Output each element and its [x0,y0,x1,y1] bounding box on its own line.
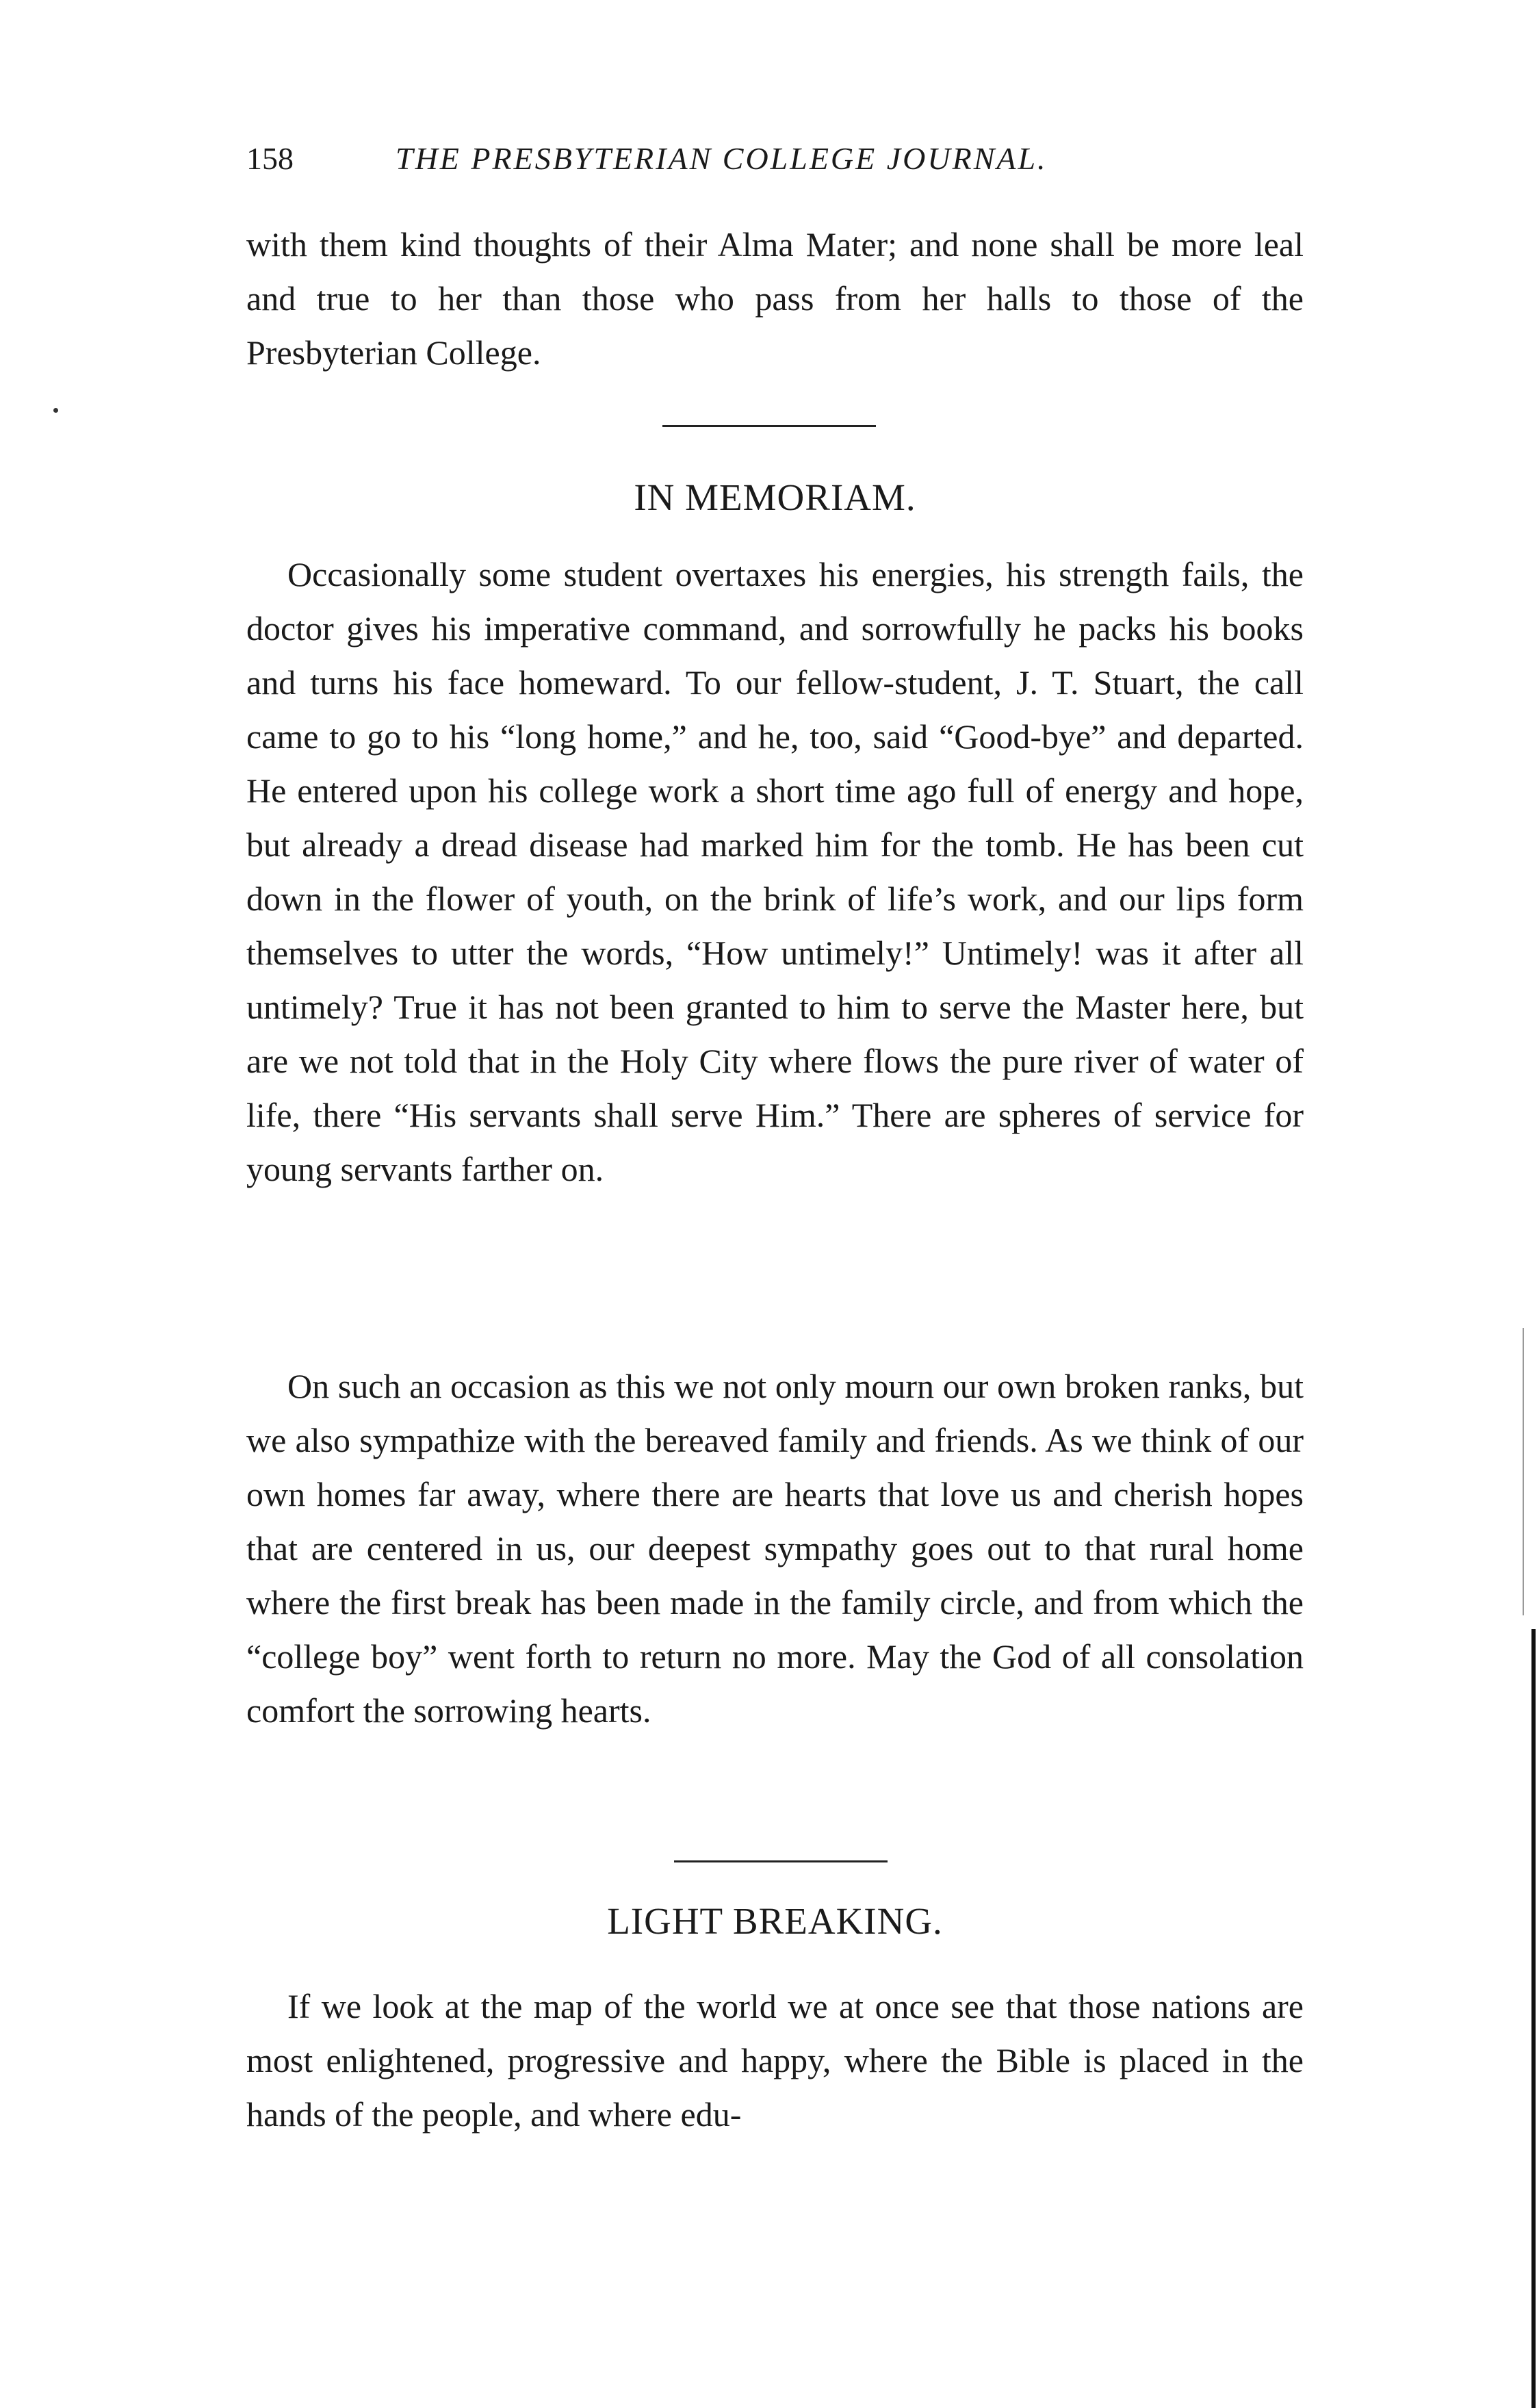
page-edge-line [1523,1328,1524,1615]
light-breaking-paragraph: If we look at the map of the world we at once see that those nations are most enlightened, progressive and happy, where the Bible is placed in the hands of the people, and where edu- [246,1987,1304,2134]
memoriam-paragraph: On such an occasion as this we not only mourn our own broken ranks, but we also sympathize with the bereaved family and friends. As we think of our own homes far away, where there are hearts that love us and cherish hopes that are centered in us, our deepest sympathy goes out to that rural home where the first break has been made in the family circle, and from which the “college boy” went forth to return no more. May the God of all consolation comfort the sorrowing hearts. [246,1367,1304,1730]
section-divider [662,425,876,427]
memoriam-paragraph: Occasionally some student overtaxes his energies, his strength fails, the doctor gives his imperative command, and sorrowfully he packs his books and turns his face homeward. To our fellow-student, J. T. Stuart, the call came to go to his “long home,” and he, too, said “Good-bye” and departed. He entered upon his college work a short time ago full of energy and hope, but already a dread disease had marked him for the tomb. He has been cut down in the flower of youth, on the brink of life’s work, and our lips form themselves to utter the words, “How untimely!” Untimely! was it after all untimely? True it has not been granted to him to serve the Master here, but are we not told that in the Holy City where flows the pure river of water of life, there “His servants shall serve Him.” There are spheres of service for young servants farther on. [246,555,1304,1188]
running-head [246,140,1314,188]
page-number: 158 [246,141,294,176]
memoriam-heading: IN MEMORIAM. [634,476,916,518]
ink-speck [53,408,58,413]
page-edge-shadow [1531,1629,1536,2408]
journal-title: THE PRESBYTERIAN COLLEGE JOURNAL. [396,141,1048,176]
section-divider [674,1860,888,1862]
light-breaking-heading: LIGHT BREAKING. [607,1900,943,1942]
opening-paragraph: with them kind thoughts of their Alma Mater; and none shall be more leal and true to her than those who pass from her halls to those of the Presbyterian College. [246,225,1304,372]
